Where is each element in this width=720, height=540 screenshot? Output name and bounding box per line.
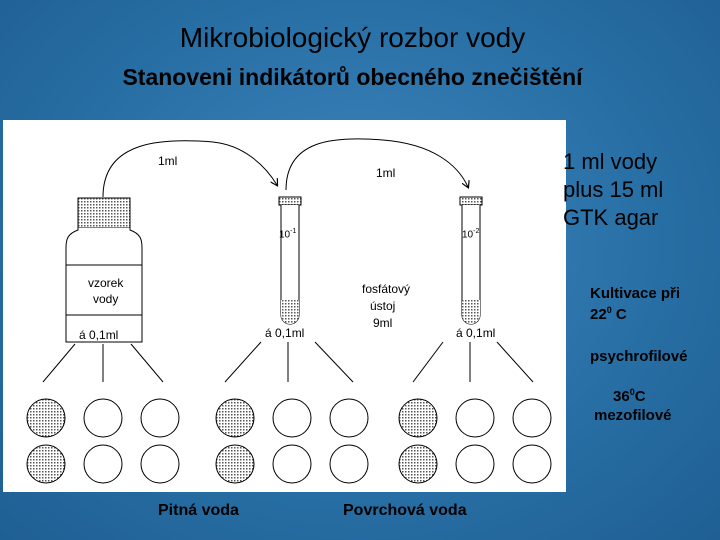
petri-dish-r1-c9 [513,399,551,437]
petri-dish-r1-c1 [27,399,65,437]
agar-note [563,148,663,232]
petri-dish-r2-c8 [456,445,494,483]
transfer-label-2: 1ml [376,166,396,180]
drinking-water-label: Pitná voda [158,502,239,519]
mesophilic-note [594,387,672,424]
aliquot-label-1: á 0,1ml [79,328,119,342]
agar-note-line1: 1 ml vody [563,149,658,174]
surface-water-label: Povrchová voda [343,502,467,519]
agar-note-line3: GTK agar [563,205,659,230]
petri-dish-r2-c3 [141,445,179,483]
petri-dish-r2-c9 [513,445,551,483]
dilution-diagram [3,120,566,492]
aliquot-label-2: á 0,1ml [265,326,305,340]
tube2-dilution-label: $10^{-2}$ [462,228,480,241]
tube1-dilution-label: $10^{-1}$ [279,228,297,241]
petri-dish-r2-c7 [399,445,437,483]
buffer-label-line3: 9ml [373,316,393,330]
transfer-label-1: 1ml [158,154,178,168]
slide-subtitle: Stanoveni indikátorů obecného znečištění [122,64,583,90]
petri-dish-r2-c6 [330,445,368,483]
buffer-label-line2: ústoj [370,299,396,313]
bottle-label-line1: vzorek [88,276,124,290]
mesophilic-temp: $36^0C$ [613,387,646,405]
bottle-label-line2: vody [93,292,119,306]
agar-note-line2: plus 15 ml [563,177,664,202]
petri-dish-r1-c5 [273,399,311,437]
petri-dish-r1-c4 [216,399,254,437]
psychrophilic-label: psychrofilové [590,348,688,365]
aliquot-label-3: á 0,1ml [456,326,496,340]
cultivation-line1: Kultivace při [590,285,681,302]
petri-dish-r1-c7 [399,399,437,437]
petri-dish-r2-c1 [27,445,65,483]
petri-dishes [3,120,566,492]
petri-dish-r2-c2 [84,445,122,483]
petri-dish-r2-c5 [273,445,311,483]
cultivation-line2: $22^0$ C [590,305,627,323]
mesophilic-label: mezofilové [594,407,672,424]
petri-dish-r1-c8 [456,399,494,437]
petri-dish-r1-c6 [330,399,368,437]
petri-dish-r1-c3 [141,399,179,437]
cultivation-note [590,285,680,323]
slide-title: Mikrobiologický rozbor vody [179,22,526,53]
petri-dish-r2-c4 [216,445,254,483]
petri-dish-r1-c2 [84,399,122,437]
buffer-label-line1: fosfátový [362,282,411,296]
